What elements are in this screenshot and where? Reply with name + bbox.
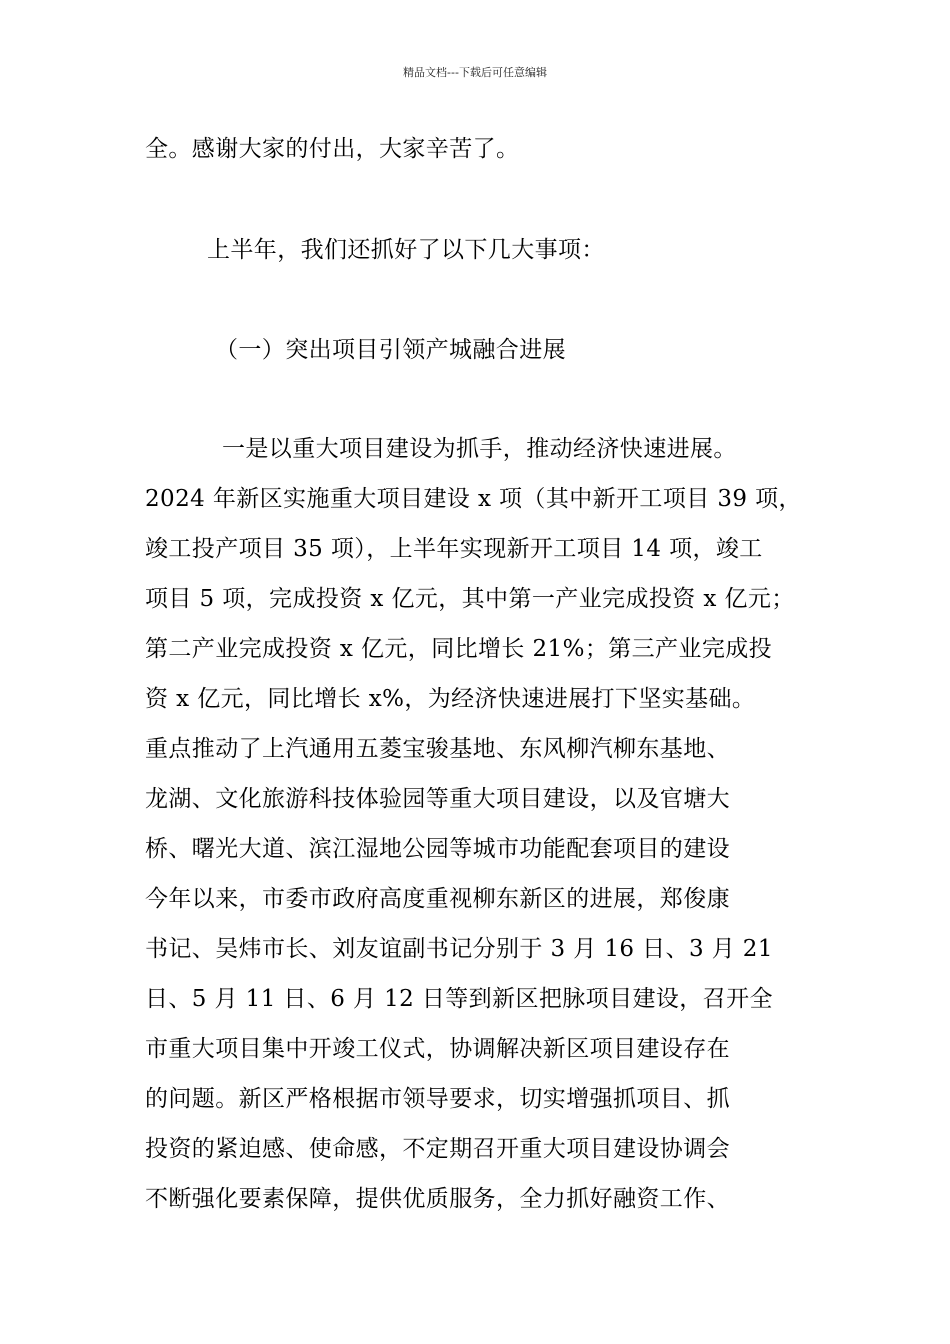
- text-line-11: 龙湖、文化旅游科技体验园等重大项目建设，以及官塘大: [145, 786, 730, 812]
- text-line-19: 不断强化要素保障，提供优质服务，全力抓好融资工作、: [145, 1186, 730, 1212]
- text-line-17: 的问题。新区严格根据市领导要求，切实增强抓项目、抓: [145, 1086, 730, 1112]
- text-line-12: 桥、曙光大道、滨江湿地公园等城市功能配套项目的建设: [145, 836, 730, 862]
- text-line-10: 重点推动了上汽通用五菱宝骏基地、东风柳汽柳东基地、: [145, 736, 730, 762]
- section-heading: （一）突出项目引领产城融合进展: [215, 337, 566, 363]
- text-line-14: 书记、吴炜市长、刘友谊副书记分别于 3 月 16 日、3 月 21: [145, 936, 773, 962]
- text-line-5: 2024 年新区实施重大项目建设 x 项（其中新开工项目 39 项，: [145, 486, 802, 512]
- text-line-2: 上半年，我们还抓好了以下几大事项：: [207, 237, 605, 263]
- text-line-15: 日、5 月 11 日、6 月 12 日等到新区把脉项目建设，召开全: [145, 986, 773, 1012]
- text-line-6: 竣工投产项目 35 项），上半年实现新开工项目 14 项，竣工: [145, 536, 763, 562]
- text-line-18: 投资的紧迫感、使命感，不定期召开重大项目建设协调会: [145, 1136, 730, 1162]
- text-line-13: 今年以来，市委市政府高度重视柳东新区的进展，郑俊康: [145, 886, 730, 912]
- page-header: 精品文档---下载后可任意编辑: [403, 66, 547, 79]
- text-line-9: 资 x 亿元，同比增长 x%，为经济快速进展打下坚实基础。: [145, 686, 756, 712]
- text-line-7: 项目 5 项，完成投资 x 亿元，其中第一产业完成投资 x 亿元；: [145, 586, 795, 612]
- text-line-8: 第二产业完成投资 x 亿元，同比增长 21%；第三产业完成投: [145, 636, 773, 662]
- text-line-1: 全。感谢大家的付出，大家辛苦了。: [145, 136, 520, 162]
- text-line-4: 一是以重大项目建设为抓手，推动经济快速进展。: [222, 436, 737, 462]
- text-line-16: 市重大项目集中开竣工仪式，协调解决新区项目建设存在: [145, 1036, 730, 1062]
